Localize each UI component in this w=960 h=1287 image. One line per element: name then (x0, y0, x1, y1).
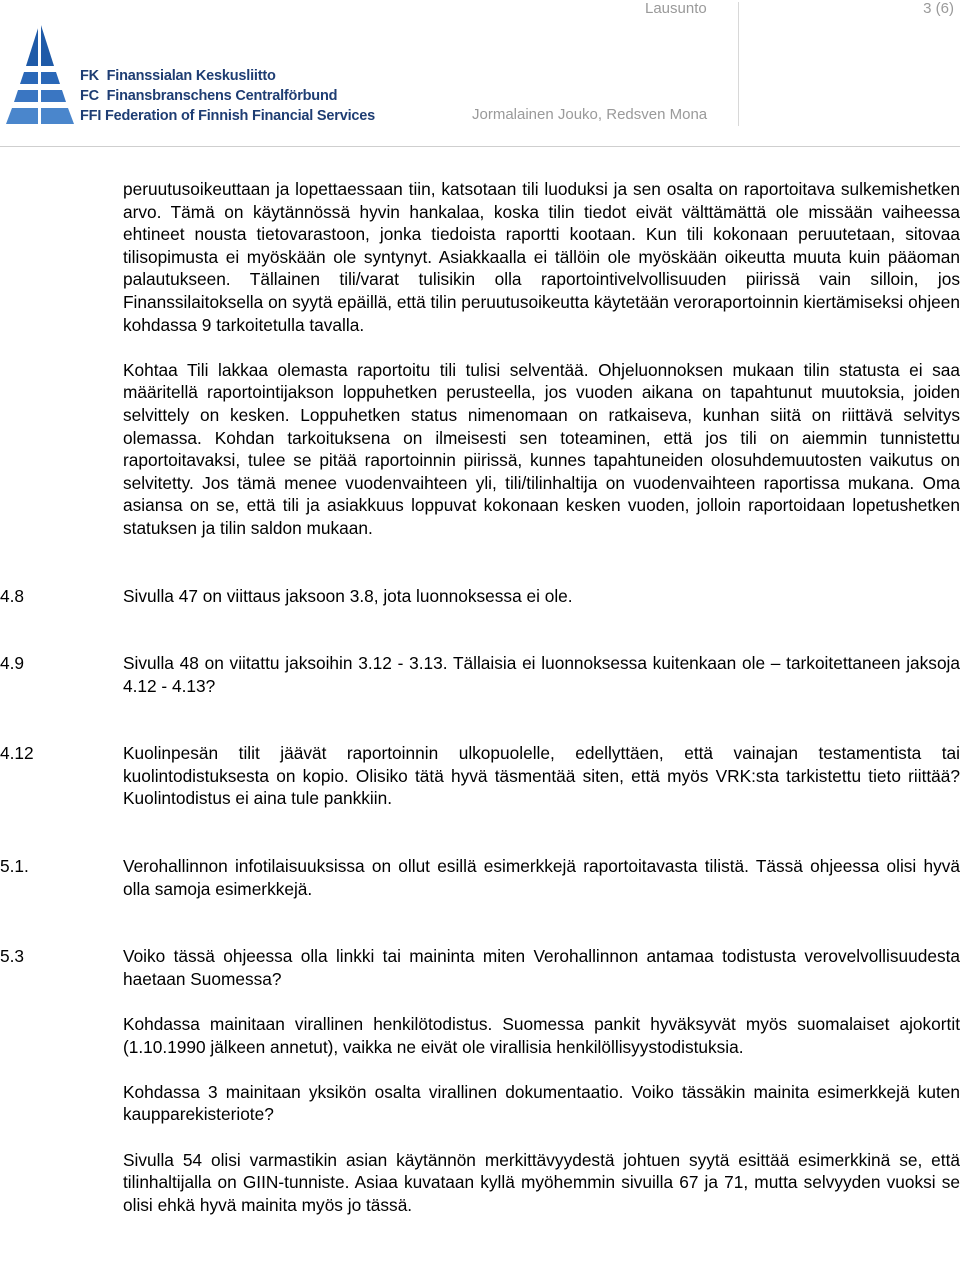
section-number: 4.12 (0, 743, 34, 764)
section-4-9 (0, 652, 960, 697)
page-header (0, 0, 960, 150)
document-type: Lausunto (645, 0, 707, 17)
document-body (0, 178, 960, 1216)
document-authors: Jormalainen Jouko, Redsven Mona (472, 106, 708, 123)
section-5-3 (0, 945, 960, 1216)
header-rule (0, 146, 960, 147)
section-paragraph: Sivulla 47 on viittaus jaksoon 3.8, jota luonnoksessa ei ole. (123, 585, 573, 606)
organization-names (80, 66, 375, 126)
body-paragraph: Kohtaa Tili lakkaa olemasta raportoitu tili tulisi selventää. Ohjeluonnoksen mukaan tilin statusta ei saa määritellä raportointijakson loppuhetken perusteella, jos vuoden aikana on tapahtunut muutoksia, joiden selvittely on kesken. Loppuhetken status nimenomaan on ratkaiseva, kunhan siitä on riittävä selvitys olemassa. Kohdan tarkoituksena on ilmeisesti sen toteaminen, että jos tili on aiemmin tunnistettu raportoitavaksi, tulee se pitää raportoinnin piirissä, kunnes tapahtuneiden olosuhdemuutosten vaikutus on selvitetty. Jos tämä menee vuodenvaihteen yli, tili/tilinhaltija on vuodenvaihteen raportissa mukana. Oma asiansa on se, että tili ja asiakkuus loppuvat kokonaan kesken vuoden, jolloin raportoidaan lopetushetken statuksen ja tilin saldon mukaan. (123, 359, 960, 538)
section-number: 4.8 (0, 585, 25, 606)
section-4-8 (0, 585, 960, 608)
org-name-en: FFI Federation of Finnish Financial Services (80, 108, 375, 124)
section-paragraph: Voiko tässä ohjeessa olla linkki tai maininta miten Verohallinnon antamaa todistusta verovelvollisuudesta haetaan Suomessa? (123, 946, 960, 989)
section-number: 5.3 (0, 946, 25, 967)
org-name-fi: FK Finanssialan Keskusliitto (80, 68, 276, 84)
section-paragraph: Verohallinnon infotilaisuuksissa on ollut esillä esimerkkejä raportoitavasta tilistä. Tässä ohjeessa olisi hyvä olla samoja esimerkkejä. (123, 856, 960, 899)
section-paragraph: Sivulla 54 olisi varmastikin asian käytännön merkittävyydestä johtuen syytä esittää esimerkkinä se, että tilinhaltijalla on GIIN-tunniste. Asiaa kuvataan kyllä myöhemmin sivuilla 67 ja 71, mutta selvyyden vuoksi se olisi ehkä hyvä mainita myös jo tässä. (123, 1149, 960, 1215)
section-number: 5.1. (0, 856, 29, 877)
body-paragraph: peruutusoikeuttaan ja lopettaessaan tiin, katsotaan tili luoduksi ja sen osalta on raportoitava sulkemishetken arvo. Tämä on käytännössä hyvin hankalaa, koska tilin tiedot eivät välttämättä ole missään vaiheessa ehtineet nousta tietovarastoon, jonka tiedoista raportti kootaan. Kun tili kokonaan peruutetaan, sitovaa tilisopimusta ei myöskään ole syntynyt. Asiakkaalla ei tällöin ole myöskään oikeutta muuta kuin pääoman palautukseen. Tällainen tili/varat tulisikin olla raportointivelvollisuuden piirissä vain silloin, jos Finanssilaitoksella on syytä epäillä, että tilin peruutusoikeutta käytetään veroraportoinnin kiertämiseksi ohjeen kohdassa 9 tarkoitetulla tavalla. (123, 179, 960, 335)
page-number: 3 (6) (923, 0, 954, 17)
section-paragraph: Kohdassa mainitaan virallinen henkilötodistus. Suomessa pankit hyväksyvät myös suomalaiset ajokortit (1.10.1990 jälkeen annetut), vaikka ne eivät ole virallisia henkilöllisyystodistuksia. (123, 1014, 960, 1057)
section-paragraph: Sivulla 48 on viitattu jaksoihin 3.12 - 3.13. Tällaisia ei luonnoksessa kuitenkaan ole – tarkoitettaneen jaksoja 4.12 - 4.13? (123, 653, 960, 696)
section-number: 4.9 (0, 653, 25, 674)
header-divider (738, 2, 739, 126)
triangle-tower-logo-icon (2, 20, 78, 126)
section-5-1 (0, 855, 960, 900)
section-paragraph: Kuolinpesän tilit jäävät raportoinnin ulkopuolelle, edellyttäen, että vainajan testamentista tai kuolintodistuksesta on kopio. Olisiko tätä hyvä täsmentää siten, että myös VRK:sta tarkistettu tieto riittää? Kuolintodistus ei aina tule pankkiin. (123, 743, 960, 809)
org-name-sv: FC Finansbranschens Centralförbund (80, 88, 338, 104)
section-paragraph: Kohdassa 3 mainitaan yksikön osalta virallinen dokumentaatio. Voiko tässäkin mainita esimerkkejä kuten kaupparekisteriote? (123, 1081, 960, 1125)
section-4-12 (0, 742, 960, 810)
